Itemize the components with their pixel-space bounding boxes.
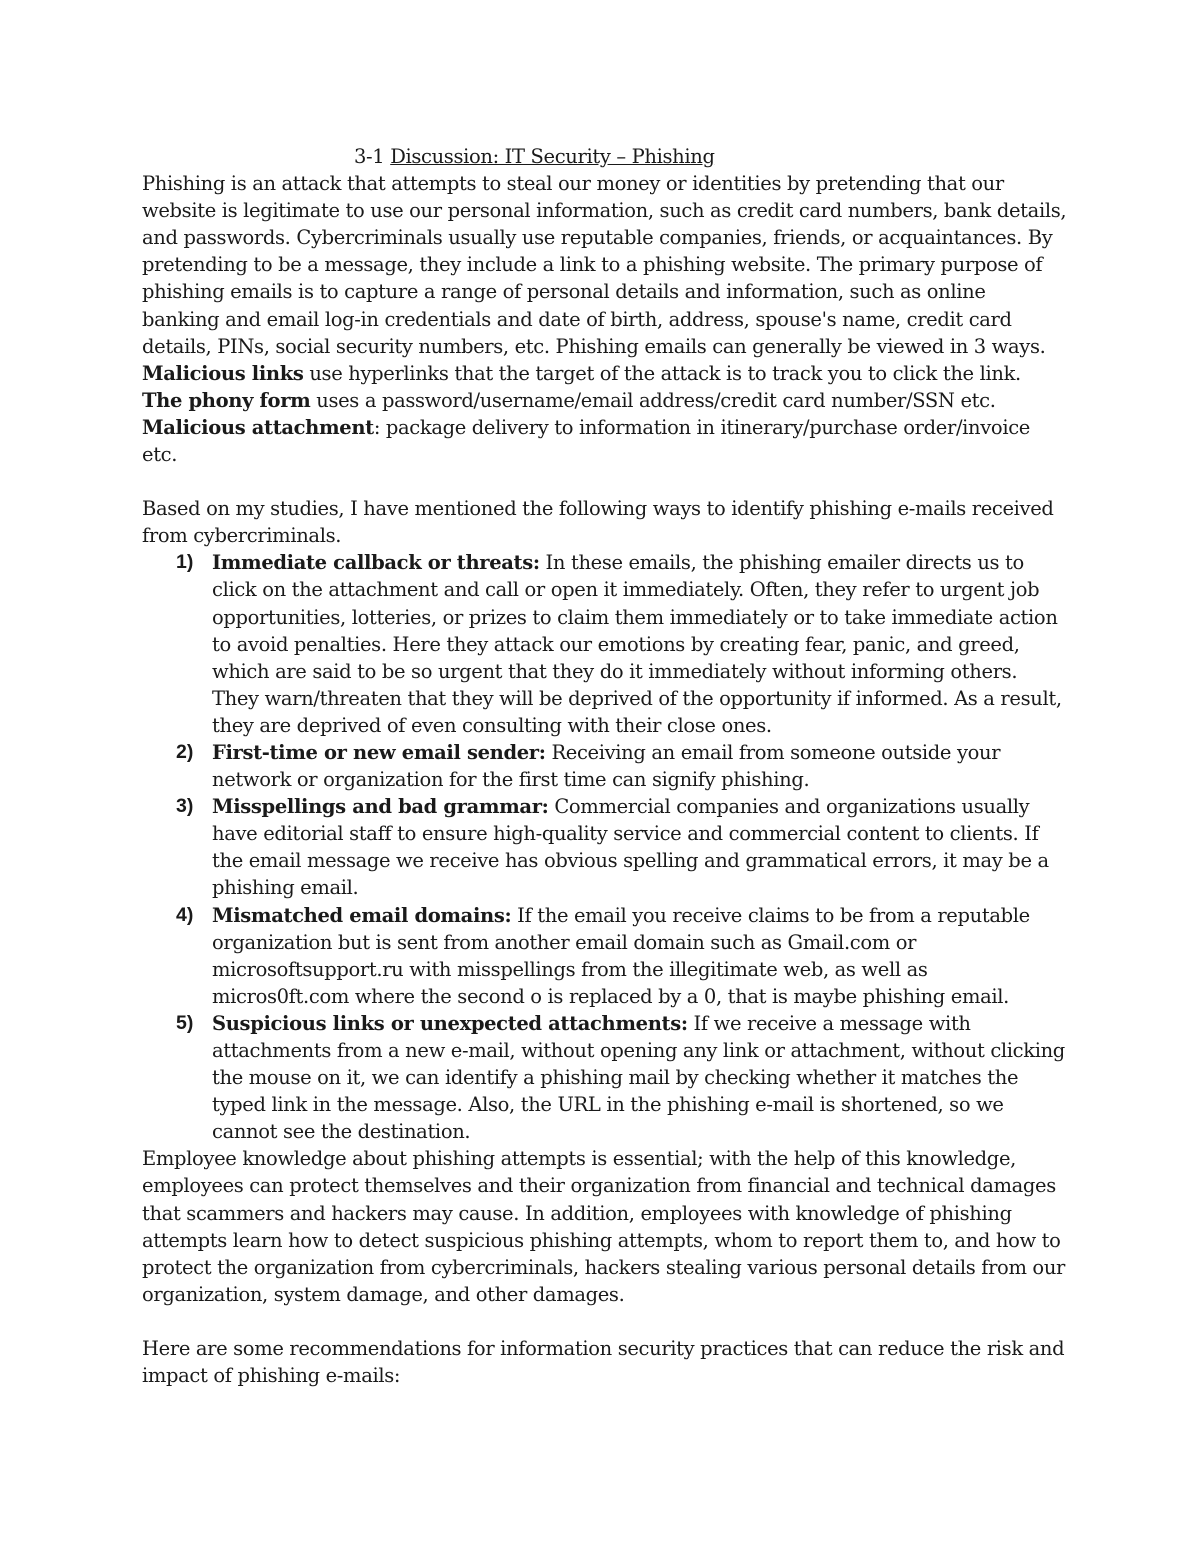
list-item [142,902,1067,1010]
list-item-text: Commercial companies and organizations usually have editorial staff to ensure high-quality service and commercial content to clients. If the email message we receive has obvious spelling and grammatical errors, it may be a phishing email. [212,795,1049,900]
phishing-type-phony-form [142,387,1067,414]
type-term: Malicious links [142,361,304,385]
document-page [142,143,1067,1389]
list-number: 3) [176,795,194,818]
list-item-term: Immediate callback or threats: [212,551,540,575]
list-item [142,793,1067,901]
recommendations-intro-paragraph: Here are some recommendations for information security practices that can reduce the risk and impact of phishing e-mails: [142,1336,1065,1388]
list-item [142,1010,1067,1145]
list-item-text: If the email you receive claims to be from a reputable organization but is sent from another email domain such as Gmail.com or microsoftsupport.ru with misspellings from the illegitimate web, as well as micros0ft.com where the second o is replaced by a 0, that is maybe phishing email. [212,903,1030,1008]
title-underlined: Discussion: IT Security – Phishing [390,145,715,168]
type-term: The phony form [142,388,311,412]
phishing-type-malicious-attachment [142,414,1067,468]
list-item-term: Mismatched email domains: [212,903,512,927]
ways-intro-paragraph: Based on my studies, I have mentioned the following ways to identify phishing e-mails received from cybercriminals. [142,497,1054,548]
paragraph-spacer [142,468,1067,495]
list-number: 4) [176,903,194,926]
list-number: 1) [176,551,194,574]
list-item-term: First-time or new email sender: [212,740,546,764]
list-item [142,549,1067,739]
title-prefix: 3-1 [354,145,391,168]
list-item-term: Misspellings and bad grammar: [212,795,549,819]
identification-ways-list [142,549,1067,1145]
phishing-type-malicious-links [142,360,1067,387]
list-item-text: In these emails, the phishing emailer directs us to click on the attachment and call or open it immediately. Often, they refer to urgent job opportunities, lotteries, or prizes to claim them immediately or to take immediate action to avoid penalties. Here they attack our emotions by creating fear, panic, and greed, which are said to be so urgent that they do it immediately without informing others. They warn/threaten that they will be deprived of the opportunity if informed. As a result, they are deprived of even consulting with their close ones. [212,551,1062,737]
type-term: Malicious attachment [142,415,374,439]
list-number: 5) [176,1011,194,1034]
intro-paragraph: Phishing is an attack that attempts to steal our money or identities by pretending that our website is legitimate to use our personal information, such as credit card numbers, bank details, and passwords. Cybercriminals usually use reputable companies, friends, or acquaintances. By pretending to be a message, they include a link to a phishing website. The primary purpose of phishing emails is to capture a range of personal details and information, such as online banking and email log-in credentials and date of birth, address, spouse's name, credit card details, PINs, social security numbers, etc. Phishing emails can generally be viewed in 3 ways. [142,172,1067,358]
list-item-text: Receiving an email from someone outside your network or organization for the first time can signify phishing. [212,740,1001,792]
list-item-term: Suspicious links or unexpected attachments: [212,1011,688,1035]
paragraph-spacer [142,1308,1067,1335]
list-item-text: If we receive a message with attachments from a new e-mail, without opening any link or attachment, without clicking the mouse on it, we can identify a phishing mail by checking whether it matches the typed link in the message. Also, the URL in the phishing e-mail is shortened, so we cannot see the destination. [212,1011,1065,1144]
list-number: 2) [176,740,194,763]
list-item [142,739,1067,793]
type-text: uses a password/username/email address/credit card number/SSN etc. [310,388,996,412]
type-text: : package delivery to information in itinerary/purchase order/invoice etc. [142,415,1030,467]
type-text: use hyperlinks that the target of the attack is to track you to click the link. [303,361,1021,385]
employee-knowledge-paragraph: Employee knowledge about phishing attempts is essential; with the help of this knowledge, employees can protect themselves and their organization from financial and technical damages that scammers and hackers may cause. In addition, employees with knowledge of phishing attempts learn how to detect suspicious phishing attempts, whom to report them to, and how to protect the organization from cybercriminals, hackers stealing various personal details from our organization, system damage, and other damages. [142,1147,1066,1306]
document-title [142,143,1067,170]
